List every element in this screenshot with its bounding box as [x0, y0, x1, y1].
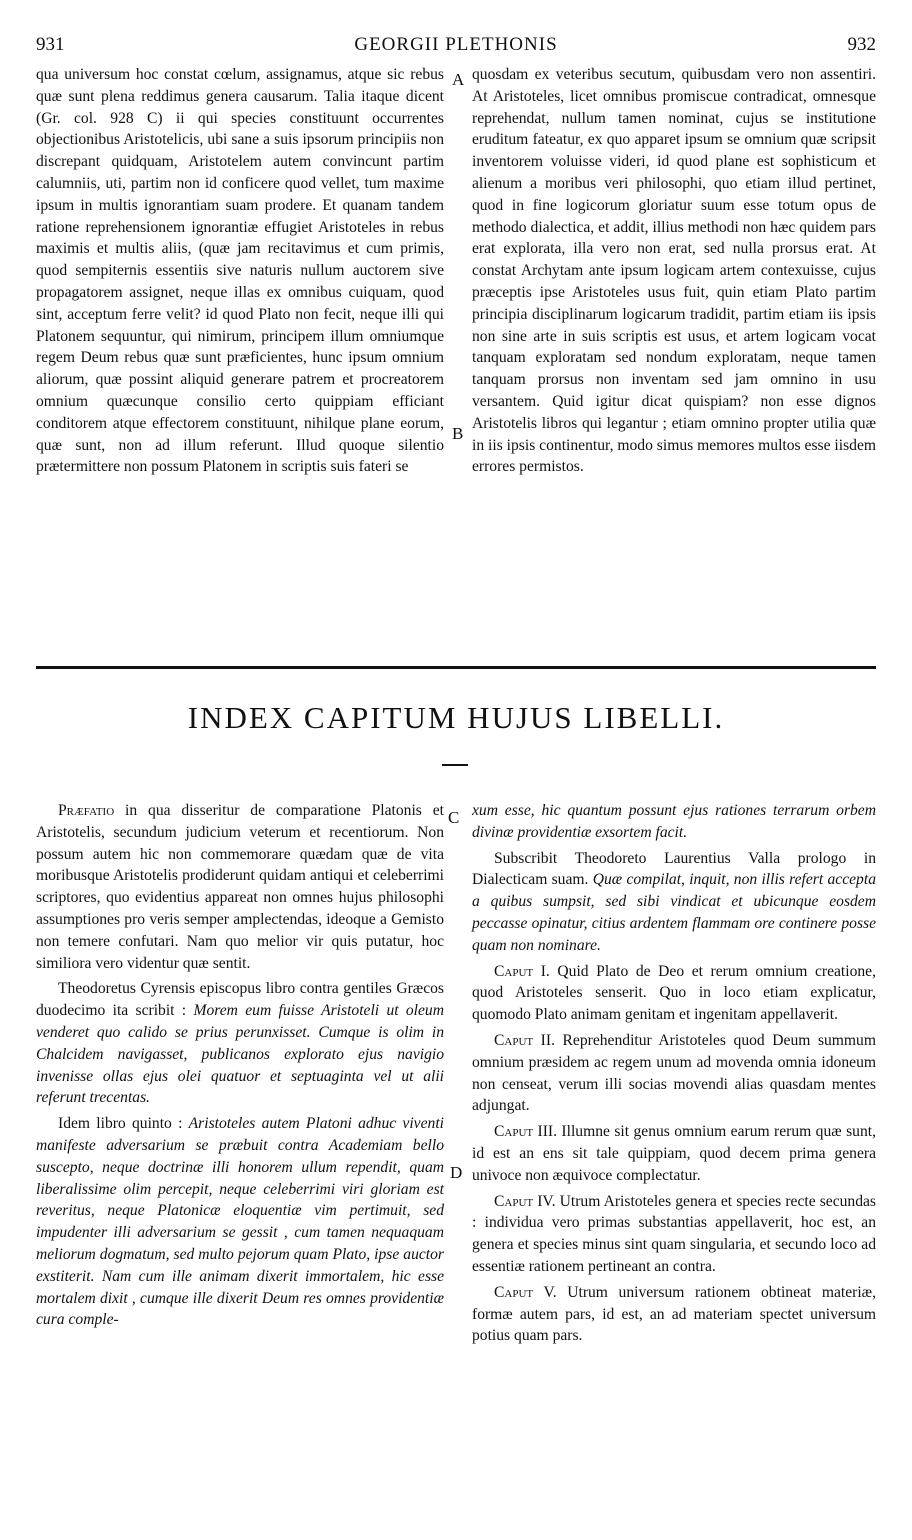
- idem-paragraph: [36, 1113, 444, 1331]
- preface-lead: Præfatio: [58, 802, 115, 819]
- chapter-lead: Caput II.: [494, 1031, 555, 1049]
- running-title: GEORGII PLETHONIS: [354, 34, 558, 55]
- chapter-text: Illumne sit genus omnium earum rerum quæ sunt, id est an ens sit tale quippiam, quod decem prima genera univoce non æquivoce complectatur.: [472, 1123, 876, 1184]
- chapter-entry: [472, 961, 876, 1026]
- chapter-entry: [472, 1282, 876, 1347]
- margin-letter-c: C: [448, 808, 460, 827]
- index-left-column: [36, 800, 444, 1335]
- page-number-right: 932: [847, 34, 876, 55]
- chapter-text: Utrum Aristoteles genera et species recte secundas : individua vero primas substantias appellaverit, hoc est, an genera et species minus sint quam singularia, et secundo loco ad essentiæ rationem pertineant an contra.: [472, 1192, 876, 1275]
- top-left-text: qua universum hoc constat cœlum, assignamus, atque sic rebus quæ sunt plena reddimus genera causarum. Talia itaque dicent (Gr. col. 928 C) ii qui species constituunt occurrentes objectionibus Aristotelicis, ubi sane a suis ipsorum principiis non discrepant quidquam, Aristotelem autem convincunt partim calumniis, uti, partim non id conficere quod vellet, tum maxime ipsum in multis ignorantiam suam prodere. Et quanam tandem ratione reprehensionem ignorantiæ effugiet Aristoteles in rebus maximis et multis aliis, (quæ jam recitavimus et cum primis, quod sempiternis essentiis sive naturis nullum auctorem sive propagatorem assignet, neque illas ex omnibus cuiquam, quod sint, acceptum ferre velit? id quod Plato non fecit, neque illi qui Platonem sequuntur, qui nimirum, principem illum omniumque regem Deum rebus quæ sunt præficientes, hunc ipsum omnium aliorum, quæ possint aliquid generare patrem et procreatorem omnium quæcunque consilio certo quippiam efficiant conditorem atque effectorem constituunt, nihilque plane eorum, quæ sunt, non ad illum referunt. Illud quoque silentio prætermittere non possum Platonem in scriptis suis fateri se: [36, 66, 444, 476]
- theodoretus-quote: Morem eum fuisse Aristoteli ut oleum venderet quo calido se prius perunxisset. Cumque is olim in Chalcidem navigasset, publicanos explorato ejus navigio invenisse ollas ejus olei quatuor et septuaginta vel ut alii referunt trecentas.: [36, 1002, 444, 1107]
- top-left-column: [36, 64, 444, 478]
- chapter-text: Utrum universum rationem obtineat materiæ, formæ autem pars, id est, an ad materiam spectet universum potius quam pars.: [472, 1283, 876, 1345]
- theodoretus-paragraph: [36, 978, 444, 1109]
- preface-text: in qua disseritur de comparatione Platonis et Aristotelis, secundum judicium veterum et recentiorum. Non possum autem hic non commemorare quædam quæ de vita moribusque Aristotelis prodiderunt quidam antiqui et celeberrimi scriptores, quo evidentius appareat non omnes hujus philosophi assumptiones pro veris semper amplectendas, ideoque a Gemisto non temere confutari. Nam quo melior vir quis putatur, hoc similiora vero videntur quæ sentit.: [36, 802, 444, 972]
- chapter-entry: [472, 1030, 876, 1117]
- chapter-lead: Caput I.: [494, 962, 550, 980]
- section-divider: [36, 666, 876, 669]
- theodoretus-text: Theodoretus Cyrensis episcopus libro contra gentiles Græcos duodecimo ita scribit :: [36, 980, 444, 1020]
- page-number-left: 931: [36, 34, 65, 55]
- running-header: [36, 34, 876, 60]
- valla-text: Subscribit Theodoreto Laurentius Valla prologo in Dialecticam suam.: [472, 849, 876, 889]
- chapter-entry: [472, 1121, 876, 1186]
- continued-quote-paragraph: [472, 800, 876, 844]
- margin-letter-b: B: [452, 424, 464, 443]
- idem-text: Idem libro quinto :: [58, 1115, 189, 1133]
- top-right-text: quosdam ex veteribus secutum, quibusdam vero non assentiri. At Aristoteles, licet omnibus promiscue contradicat, omnesque reprehendat, nullum tamen nominat, cujus se institutione eruditum fateatur, ex quo apparet ipsum se omnium quæ scripsit inventorem voluisse videri, id quod plane est sophisticum et alienum a moribus veri philosophi, quo etiam illud pertinet, quod in fine logicorum gloriatur suum esse totum opus de methodo dialectica, et addit, illius methodi non hæc quidem pars erat explorata, illa vero non erat, sed nulla prorsus erat. At constat Archytam ante ipsum logicam artem contexuisse, cujus præceptis ipse Aristoteles usus fuit, quin etiam Plato partim principia disciplinarum logicarum tradidit, partim etiam iis ipsis non sine arte in suis scriptis est usus, et artem logicam vocat tanquam exploratam sed nondum exploratam, neque tamen tanquam prorsus non inventam sed jam omnino in usu versantem. Quid igitur dicat quispiam? non esse dignos Aristotelis libros qui legantur ; etiam omnino propter utilia quæ in iis ipsis continentur, modo simus memores multos esse iisdem errores permistos.: [472, 66, 876, 476]
- index-right-column: [472, 800, 876, 1351]
- title-dash: [442, 764, 468, 766]
- preface-paragraph: [36, 800, 444, 974]
- chapter-entry: [472, 1191, 876, 1278]
- chapter-lead: Caput III.: [494, 1123, 558, 1141]
- margin-letter-a: A: [452, 70, 465, 89]
- valla-paragraph: [472, 848, 876, 957]
- chapter-lead: Caput IV.: [494, 1192, 556, 1210]
- chapter-text: Reprehenditur Aristoteles quod Deum summum omnium præsidem ac regem unum ad movenda omnia idoneum non censeat, verum illi socias movendi alias quasdam mentes adjungat.: [472, 1031, 876, 1115]
- valla-quote: Quæ compilat, inquit, non illis refert accepta a quibus sumpsit, sed sibi vindicat et ubicunque eosdem peccasse opinatur, citius ardentem flammam ore continere posse quam non nominare.: [472, 871, 876, 954]
- idem-quote: Aristoteles autem Platoni adhuc viventi manifeste adversarium se præbuit contra Academiam bello suscepto, neque doctrinæ illi honorem ullum rependit, quam liberalissime olim percepit, neque celeberrimi viri gloriam est reveritus, neque Platonicæ eloquentiæ vim pertimuit, sed impudenter illi adversarium se gessit , cum tamen nequaquam meliorum dogmatum, sed multo pejorum quam Plato, ipse auctor exstiterit. Nam cum ille animam dixerit immortalem, hic esse mortalem dixit , cumque ille dixerit Deum res omnes providentiæ cura comple-: [36, 1115, 444, 1329]
- top-right-column: [472, 64, 876, 478]
- continued-quote: xum esse, hic quantum possunt ejus rationes terrarum orbem divinæ providentiæ exsortem facit.: [472, 802, 876, 841]
- chapter-text: Quid Plato de Deo et rerum omnium creatione, quod Aristoteles senserit. Quo in loco etiam explicatur, quomodo Plato animam genitam et ingenitam appellaverit.: [472, 962, 876, 1024]
- chapter-lead: Caput V.: [494, 1283, 557, 1301]
- margin-letter-d: D: [450, 1163, 463, 1182]
- index-title: INDEX CAPITUM HUJUS LIBELLI.: [187, 700, 725, 735]
